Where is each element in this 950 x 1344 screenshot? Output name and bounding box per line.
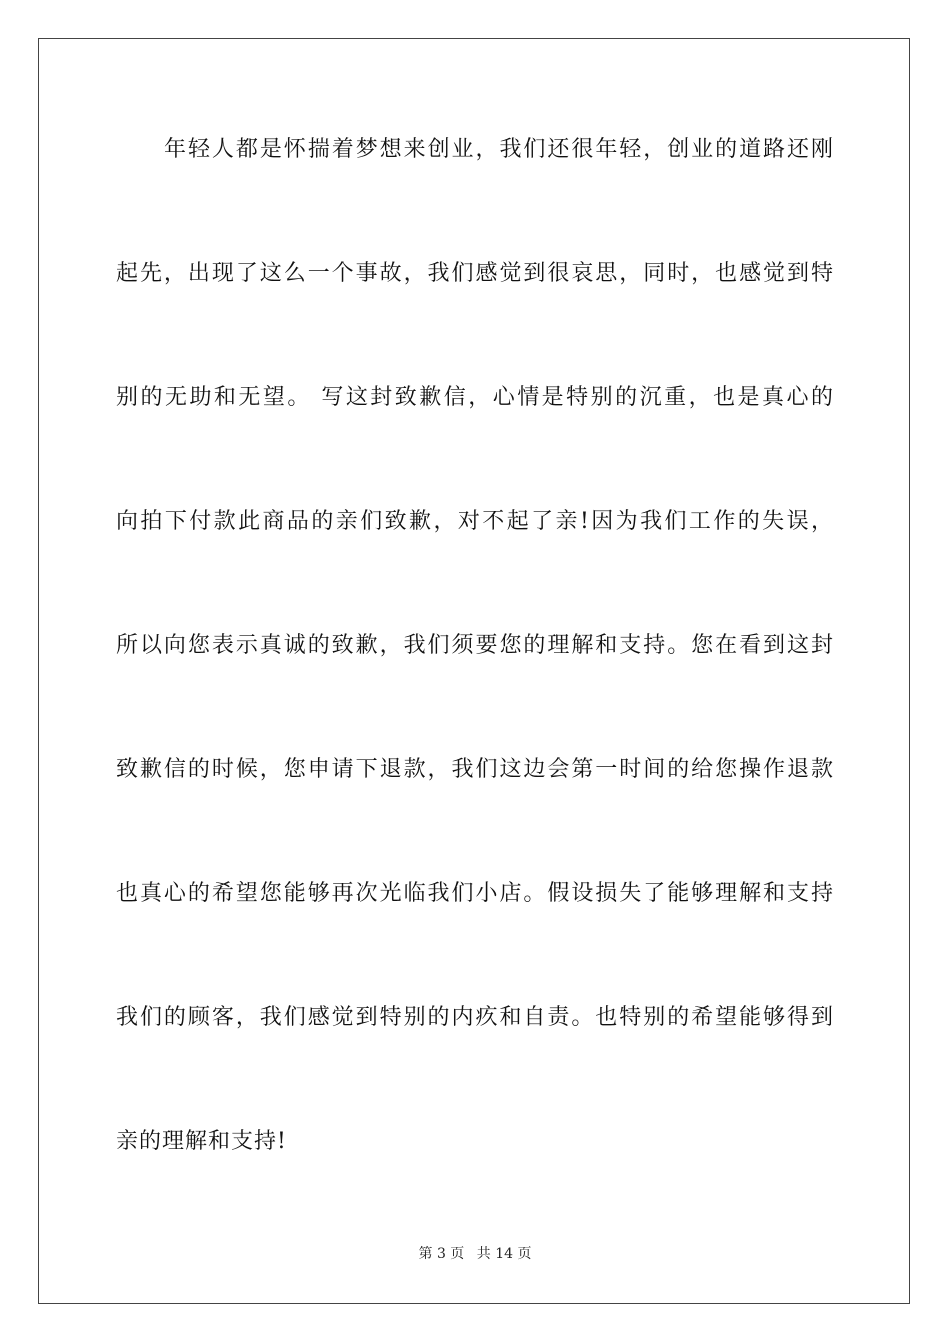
paragraph-line: 也真心的希望您能够再次光临我们小店。假设损失了能够理解和支持 xyxy=(116,881,834,906)
page-footer xyxy=(0,1244,950,1264)
paragraph-line: 所以向您表示真诚的致歉，我们须要您的理解和支持。您在看到这封 xyxy=(116,633,834,658)
page-total: 共 14 页 xyxy=(476,1246,532,1262)
paragraph-line: 向拍下付款此商品的亲们致歉，对不起了亲!因为我们工作的失误， xyxy=(116,509,834,534)
paragraph-line: 年轻人都是怀揣着梦想来创业，我们还很年轻，创业的道路还刚 xyxy=(164,137,834,162)
paragraph-line: 致歉信的时候，您申请下退款，我们这边会第一时间的给您操作退款 xyxy=(116,757,834,782)
paragraph-line: 别的无助和无望。 写这封致歉信，心情是特别的沉重，也是真心的 xyxy=(116,385,834,410)
paragraph-line: 起先，出现了这么一个事故，我们感觉到很哀思，同时，也感觉到特 xyxy=(116,261,834,286)
paragraph-line: 亲的理解和支持! xyxy=(116,1129,287,1154)
page-border xyxy=(38,38,910,1304)
page-number: 第 3 页 xyxy=(418,1246,465,1262)
paragraph-line: 我们的顾客，我们感觉到特别的内疚和自责。也特别的希望能够得到 xyxy=(116,1005,834,1030)
